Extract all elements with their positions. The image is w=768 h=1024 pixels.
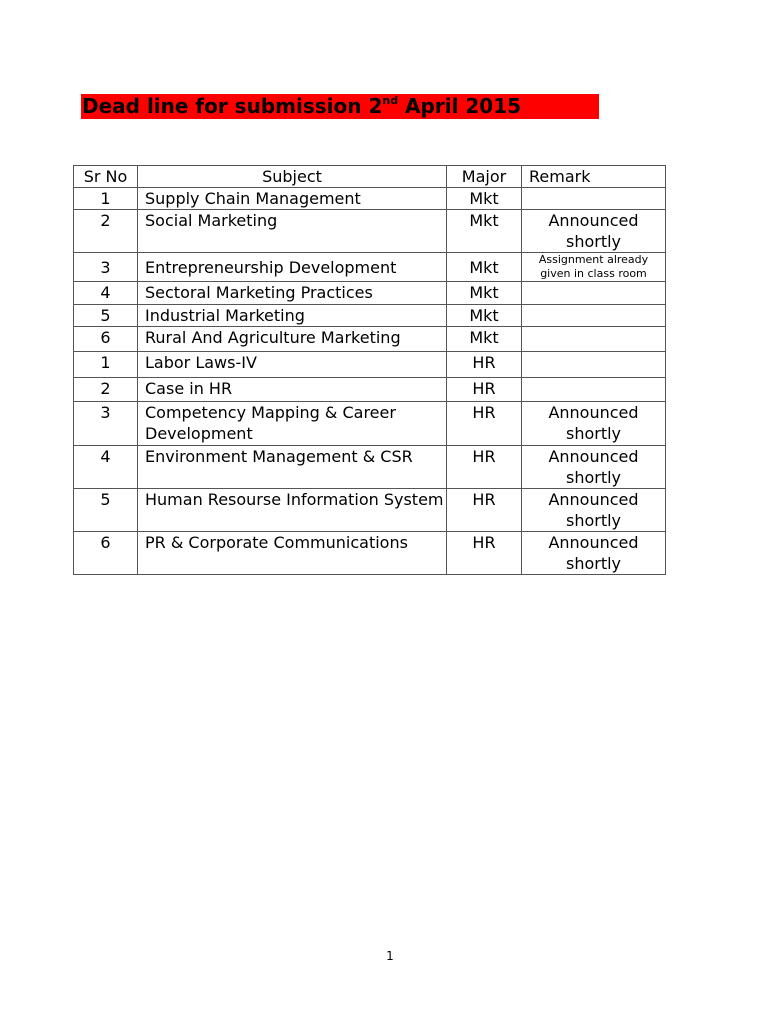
cell-sr: 1 xyxy=(74,352,138,378)
cell-subject: PR & Corporate Communications xyxy=(138,532,447,575)
cell-subject: Case in HR xyxy=(138,378,447,402)
cell-remark xyxy=(522,305,666,327)
cell-subject: Social Marketing xyxy=(138,210,447,253)
page-number: 1 xyxy=(386,949,394,963)
cell-remark: Announced shortly xyxy=(522,489,666,532)
cell-sr: 1 xyxy=(74,188,138,210)
cell-sr: 6 xyxy=(74,532,138,575)
table-row xyxy=(74,188,666,210)
cell-remark: Announced shortly xyxy=(522,210,666,253)
table-row xyxy=(74,378,666,402)
cell-major: HR xyxy=(447,489,522,532)
cell-major: HR xyxy=(447,352,522,378)
cell-sr: 3 xyxy=(74,253,138,282)
cell-major: HR xyxy=(447,446,522,489)
cell-remark: Assignment already given in class room xyxy=(522,253,666,282)
cell-subject: Competency Mapping & Career Development xyxy=(138,402,447,446)
table-row xyxy=(74,282,666,305)
cell-major: HR xyxy=(447,378,522,402)
cell-remark xyxy=(522,188,666,210)
title-superscript: nd xyxy=(382,94,399,107)
cell-subject: Industrial Marketing xyxy=(138,305,447,327)
table-row xyxy=(74,402,666,446)
cell-subject: Labor Laws-IV xyxy=(138,352,447,378)
cell-major: Mkt xyxy=(447,305,522,327)
table-row xyxy=(74,210,666,253)
cell-major: Mkt xyxy=(447,327,522,352)
cell-remark xyxy=(522,378,666,402)
cell-remark: Announced shortly xyxy=(522,446,666,489)
cell-sr: 5 xyxy=(74,489,138,532)
cell-sr: 4 xyxy=(74,282,138,305)
header-major: Major xyxy=(447,166,522,188)
cell-subject: Entrepreneurship Development xyxy=(138,253,447,282)
cell-major: HR xyxy=(447,532,522,575)
cell-sr: 4 xyxy=(74,446,138,489)
cell-major: Mkt xyxy=(447,188,522,210)
cell-sr: 3 xyxy=(74,402,138,446)
cell-sr: 2 xyxy=(74,210,138,253)
header-remark: Remark xyxy=(522,166,666,188)
cell-major: Mkt xyxy=(447,253,522,282)
page-title xyxy=(82,93,521,119)
table-header-row xyxy=(74,166,666,188)
cell-remark: Announced shortly xyxy=(522,402,666,446)
cell-subject: Sectoral Marketing Practices xyxy=(138,282,447,305)
cell-sr: 5 xyxy=(74,305,138,327)
table-row xyxy=(74,352,666,378)
table-row xyxy=(74,253,666,282)
table-row xyxy=(74,446,666,489)
cell-subject: Rural And Agriculture Marketing xyxy=(138,327,447,352)
cell-subject: Supply Chain Management xyxy=(138,188,447,210)
subjects-table xyxy=(73,165,666,575)
title-suffix: April 2015 xyxy=(398,94,522,118)
cell-major: Mkt xyxy=(447,210,522,253)
cell-major: Mkt xyxy=(447,282,522,305)
table-row xyxy=(74,532,666,575)
cell-subject: Human Resourse Information System xyxy=(138,489,447,532)
title-prefix: Dead line for submission 2 xyxy=(82,94,383,118)
table-row xyxy=(74,327,666,352)
cell-remark xyxy=(522,352,666,378)
header-subject: Subject xyxy=(138,166,447,188)
table-row xyxy=(74,305,666,327)
cell-major: HR xyxy=(447,402,522,446)
cell-remark: Announced shortly xyxy=(522,532,666,575)
cell-remark xyxy=(522,282,666,305)
cell-sr: 2 xyxy=(74,378,138,402)
header-sr-no: Sr No xyxy=(74,166,138,188)
cell-subject: Environment Management & CSR xyxy=(138,446,447,489)
table-row xyxy=(74,489,666,532)
cell-sr: 6 xyxy=(74,327,138,352)
cell-remark xyxy=(522,327,666,352)
